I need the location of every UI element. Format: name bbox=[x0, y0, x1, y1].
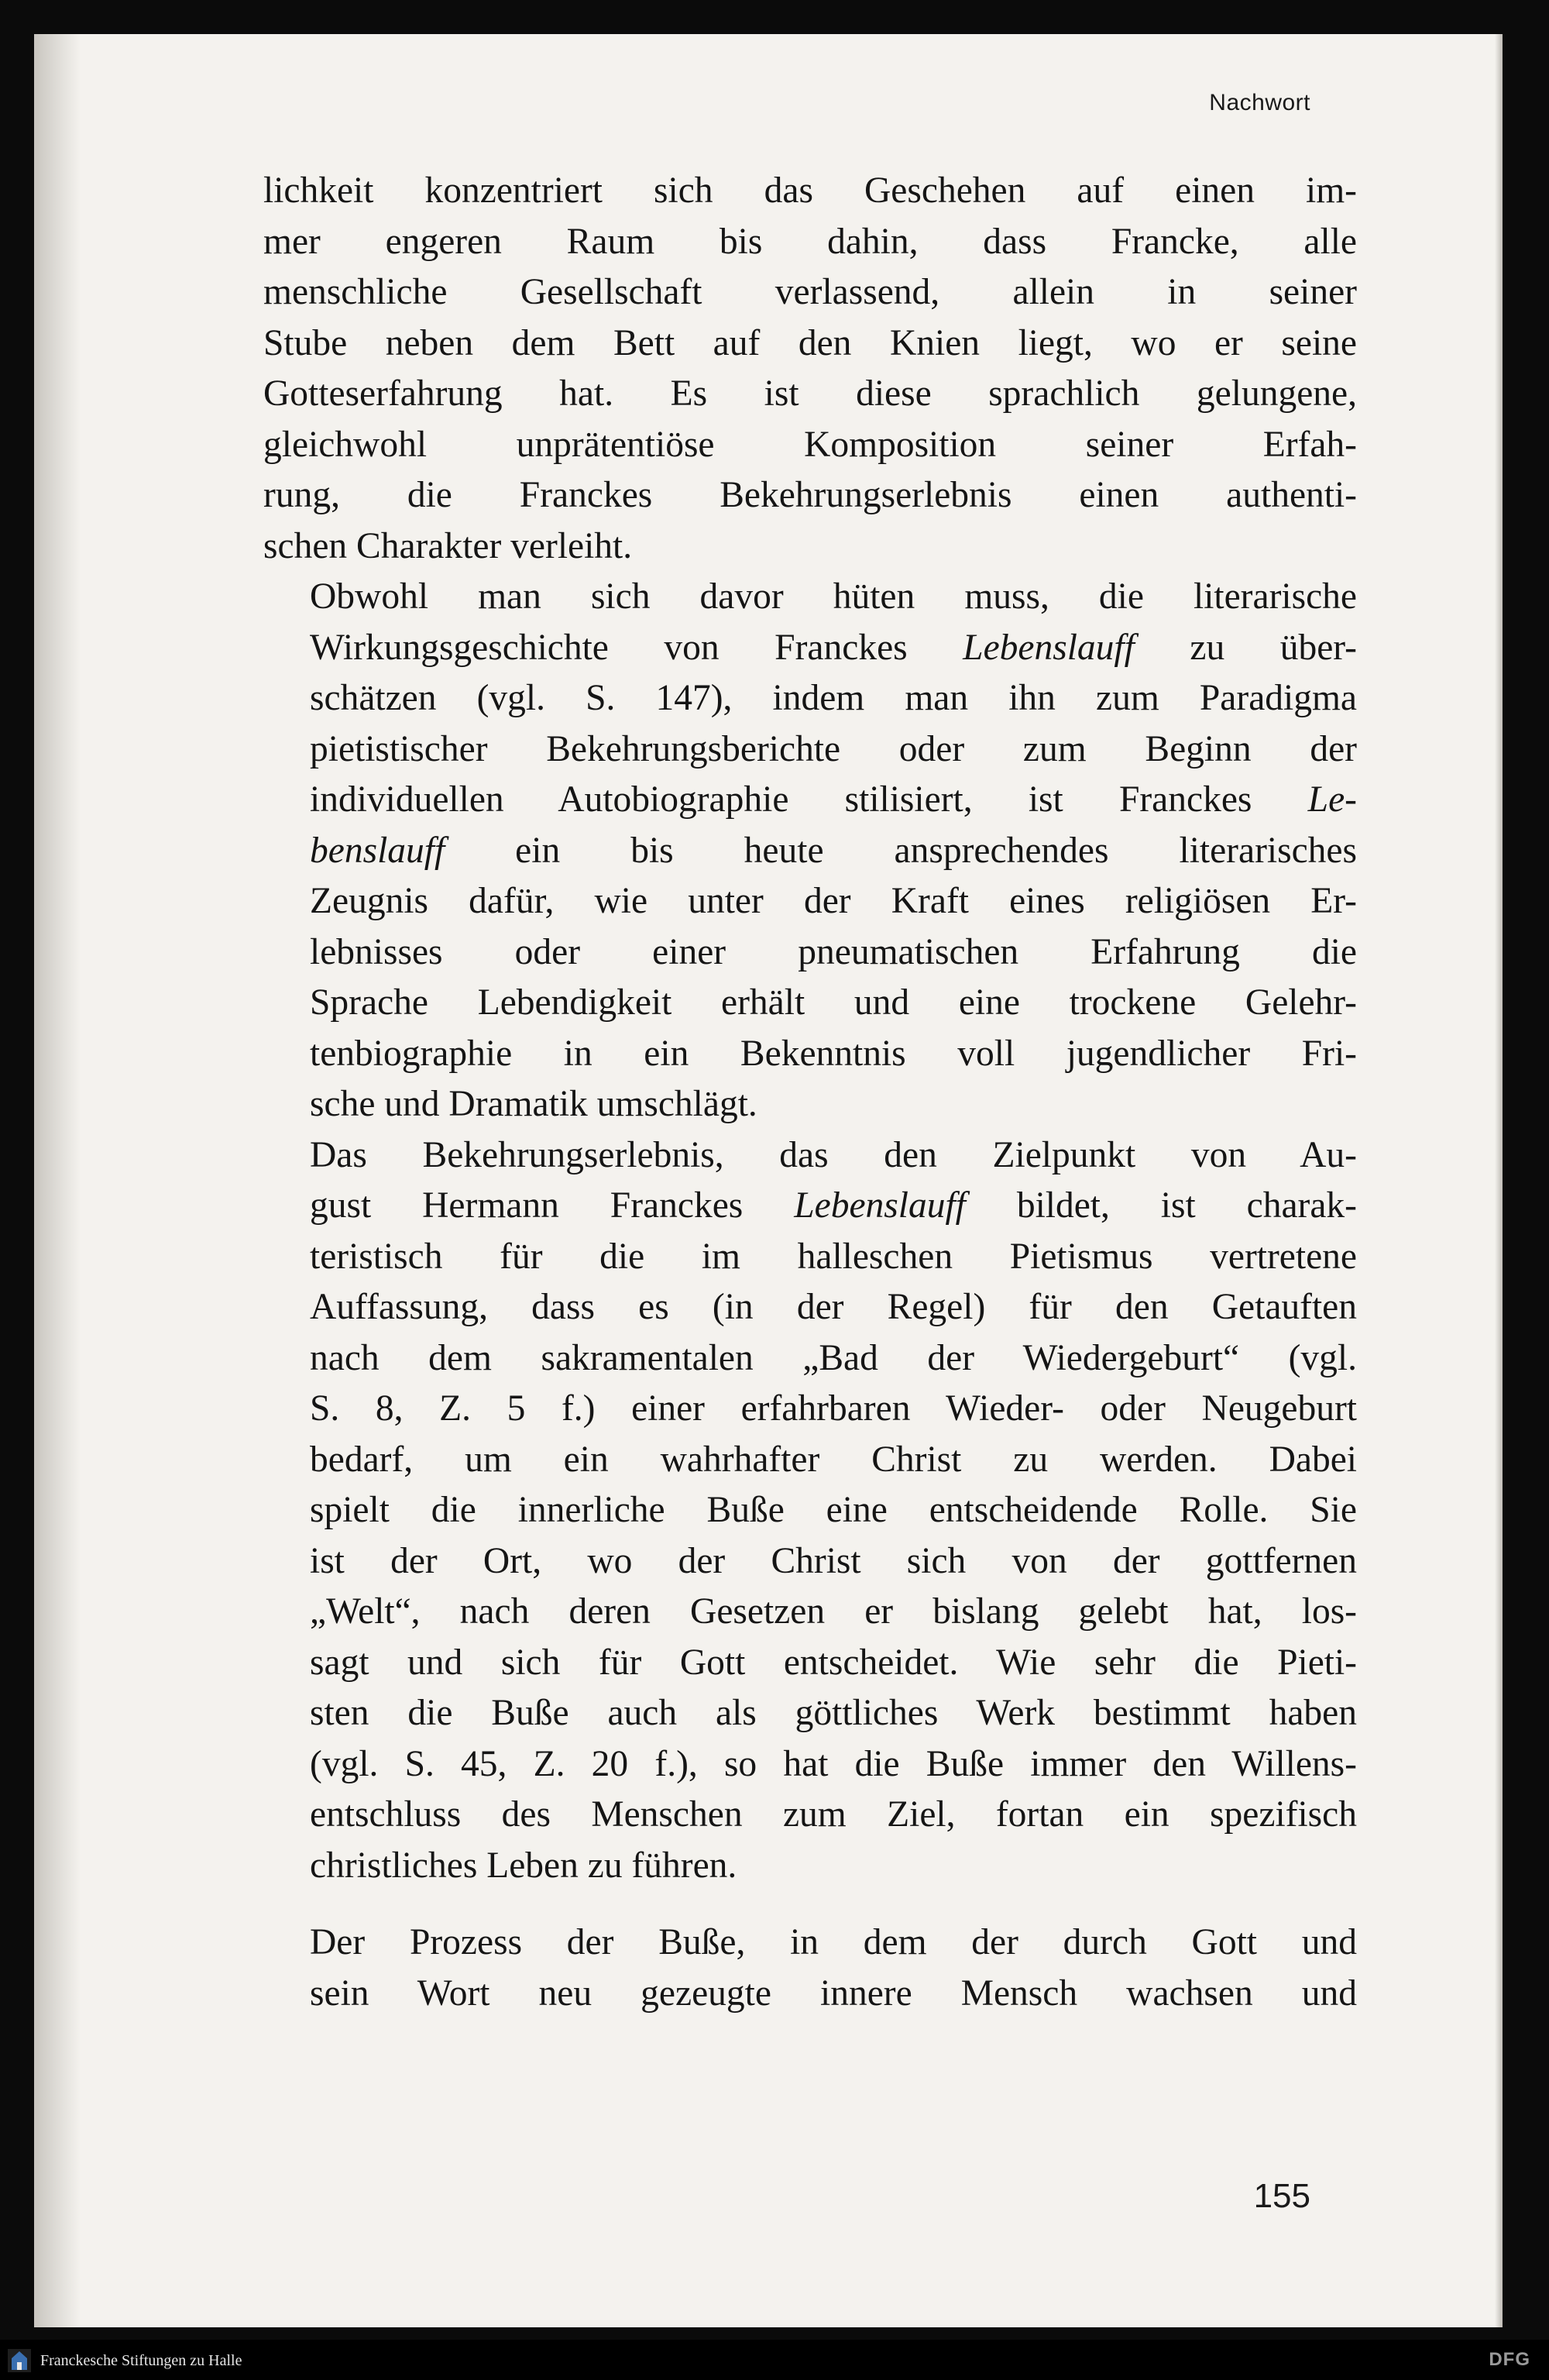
text-line: sein Wort neu gezeugte innere Mensch wachsen und bbox=[310, 1972, 1357, 2014]
running-head: Nachwort bbox=[1209, 90, 1310, 115]
text-line: spielt die innerliche Buße eine entscheidende Rolle. Sie bbox=[310, 1490, 1357, 1530]
text-line: ist der Ort, wo der Christ sich von der gottfernen bbox=[310, 1540, 1357, 1581]
dfg-logo: DFG bbox=[1489, 2349, 1530, 2370]
text-line: benslauff ein bis heute ansprechendes literarisches bbox=[310, 830, 1357, 871]
text-line: bedarf, um ein wahrhafter Christ zu werden. Dabei bbox=[310, 1439, 1357, 1480]
text-line: sche und Dramatik umschlägt. bbox=[310, 1084, 757, 1124]
text-line: Auffassung, dass es (in der Regel) für den Getauften bbox=[310, 1287, 1357, 1327]
text-line: menschliche Gesellschaft verlassend, allein in seiner bbox=[263, 272, 1357, 312]
text-line: Der Prozess der Buße, in dem der durch Gott und bbox=[310, 1922, 1357, 1962]
text-line: Gotteserfahrung hat. Es ist diese sprachlich gelungene, bbox=[263, 373, 1357, 414]
text-line: gleichwohl unprätentiöse Komposition seiner Erfah- bbox=[263, 424, 1357, 465]
text-line: „Welt“, nach deren Gesetzen er bislang gelebt hat, los- bbox=[310, 1591, 1357, 1632]
text-line: Obwohl man sich davor hüten muss, die literarische bbox=[310, 576, 1357, 617]
text-line: sagt und sich für Gott entscheidet. Wie sehr die Pieti- bbox=[310, 1642, 1357, 1683]
paragraph-4 bbox=[263, 1917, 1357, 2019]
text-line: Stube neben dem Bett auf den Knien liegt, wo er seine bbox=[263, 322, 1357, 363]
text-line: gust Hermann Franckes Lebenslauff bildet, ist charak- bbox=[310, 1185, 1357, 1226]
viewer-footer bbox=[0, 2340, 1549, 2380]
text-line: rung, die Franckes Bekehrungserlebnis einen authenti- bbox=[263, 475, 1357, 515]
text-line: lebnisses oder einer pneumatischen Erfahrung die bbox=[310, 931, 1357, 972]
book-page bbox=[34, 34, 1503, 2327]
paragraph-1 bbox=[263, 166, 1357, 572]
text-line: S. 8, Z. 5 f.) einer erfahrbaren Wieder- oder Neugeburt bbox=[310, 1388, 1357, 1429]
text-line: Das Bekehrungserlebnis, das den Zielpunkt von Au- bbox=[310, 1134, 1357, 1175]
page-edge bbox=[1495, 34, 1503, 2327]
text-line: pietistischer Bekehrungsberichte oder zum Beginn der bbox=[310, 728, 1357, 769]
text-line: Wirkungsgeschichte von Franckes Lebenslauff zu über- bbox=[310, 627, 1357, 668]
paragraph-2 bbox=[263, 572, 1357, 1130]
text-line: tenbiographie in ein Bekenntnis voll jugendlicher Fri- bbox=[310, 1033, 1357, 1074]
text-line: Zeugnis dafür, wie unter der Kraft eines religiösen Er- bbox=[310, 881, 1357, 921]
text-line: schen Charakter verleiht. bbox=[263, 525, 633, 566]
text-line: schätzen (vgl. S. 147), indem man ihn zum Paradigma bbox=[310, 678, 1357, 718]
text-line: lichkeit konzentriert sich das Geschehen auf einen im- bbox=[263, 170, 1357, 211]
paragraph-3 bbox=[263, 1130, 1357, 1892]
text-line: (vgl. S. 45, Z. 20 f.), so hat die Buße immer den Willens- bbox=[310, 1743, 1357, 1784]
text-line: mer engeren Raum bis dahin, dass Francke, alle bbox=[263, 221, 1357, 262]
text-line: sten die Buße auch als göttliches Werk bestimmt haben bbox=[310, 1693, 1357, 1733]
body-text bbox=[263, 166, 1357, 2019]
text-line: entschluss des Menschen zum Ziel, fortan ein spezifisch bbox=[310, 1794, 1357, 1835]
text-line: individuellen Autobiographie stilisiert, ist Franckes Le- bbox=[310, 779, 1357, 820]
source-credit: Franckesche Stiftungen zu Halle bbox=[40, 2352, 242, 2369]
text-line: Sprache Lebendigkeit erhält und eine trockene Gelehr- bbox=[310, 982, 1357, 1023]
institution-logo-icon bbox=[8, 2349, 31, 2372]
text-line: nach dem sakramentalen „Bad der Wiedergeburt“ (vgl. bbox=[310, 1337, 1357, 1378]
page-number: 155 bbox=[1253, 2177, 1310, 2215]
text-line: teristisch für die im halleschen Pietismus vertretene bbox=[310, 1236, 1357, 1277]
text-line: christliches Leben zu führen. bbox=[310, 1845, 737, 1886]
gutter-shadow bbox=[34, 34, 81, 2327]
